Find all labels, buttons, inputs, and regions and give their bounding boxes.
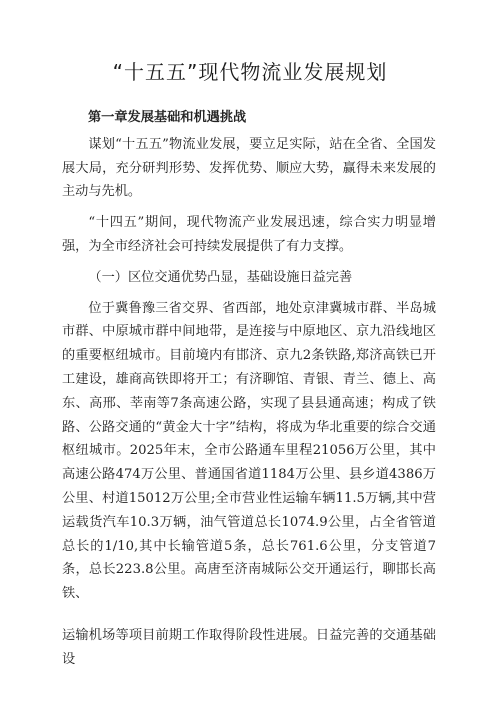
chapter-heading: 第一章发展基础和机遇挑战 bbox=[88, 110, 247, 125]
document-body bbox=[62, 106, 436, 672]
paragraph: 谋划“十五五”物流业发展，要立足实际，站在全省、全国发展大局，充分研判形势、发挥优势、顺应大势，赢得未来发展的主动与先机。 bbox=[62, 136, 436, 200]
paragraph-continuation: 运输机场等项目前期工作取得阶段性进展。日益完善的交通基础设 bbox=[62, 627, 436, 667]
paragraph: 位于冀鲁豫三省交界、省西部，地处京津冀城市群、半岛城市群、中原城市群中间地带，是连接与中原地区、京九沿线地区的重要枢纽城市。目前境内有邯济、京九2条铁路,郑济高铁已开工建设，雄商高铁即将开工；有济聊馆、青银、青兰、德上、高东、高邢、莘南等7条高速公路，实现了县县通高速；构成了铁路、公路交通的“黄金大十字”结构，将成为华北重要的综合交通枢纽城市。2025年末，全市公路通车里程21056万公里，其中高速公路474万公里、普通国省道1184万公里、县乡道4386万公里、村道15012万公里;全市营业性运输车辆11.5万辆,其中营运载货汽车10.3万辆，油气管道总长1074.9公里，占全省管道总长的1/10,其中长输管道5条，总长761.6公里，分支管道7条，总长223.8公里。高唐至济南城际公交开通运行，聊邯长高铁、 bbox=[62, 300, 436, 602]
paragraph: “十四五”期间，现代物流产业发展迅速，综合实力明显增强，为全市经济社会可持续发展提供了有力支撑。 bbox=[62, 215, 436, 254]
document-title: “十五五”现代物流业发展规划 bbox=[112, 60, 388, 84]
section-heading: （一）区位交通优势凸显，基础设施日益完善 bbox=[88, 269, 353, 285]
